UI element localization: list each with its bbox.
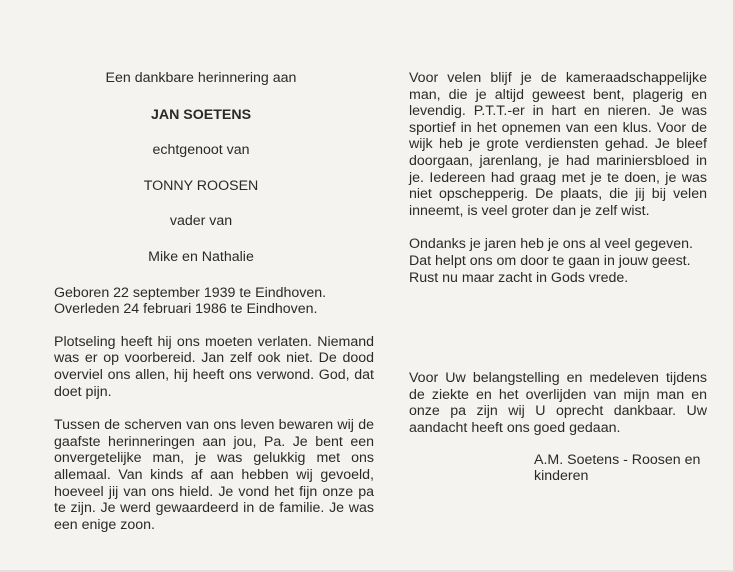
- dates-block: [54, 285, 374, 318]
- thanks-paragraph: Voor Uw belangstelling en medeleven tijdens de ziekte en het overlijden van mijn man en onze pa zijn wij U oprecht dankbaar. Uw aandacht heeft ons goed gedaan.: [409, 370, 707, 436]
- birth-line: Geboren 22 september 1939 te Eindhoven.: [54, 284, 327, 301]
- right-column: [409, 70, 707, 485]
- children-names: Mike en Nathalie: [148, 248, 254, 265]
- spouse-name: TONNY ROOSEN: [143, 177, 259, 194]
- signature: A.M. Soetens - Roosen en kinderen: [534, 451, 701, 485]
- spouse-label: echtgenoot van: [152, 142, 250, 159]
- header-block: [54, 70, 348, 266]
- left-paragraph-2: Tussen de scherven van ons leven bewaren wij de gaafste herinneringen aan jou, Pa. Je bent een onvergetelijke man, je was gelukkig met ons allemaal. Van kinds af aan hebben wij gevoeld, hoeveel jij van ons hield. Je vond het fijn onze pa te zijn. Je werd gewaardeerd in de familie. Je was een enige zoon.: [54, 417, 374, 533]
- right-paragraph-2: Ondanks je jaren heb je ons al veel gegeven. Dat helpt ons om door te gaan in jouw geest. Rust nu maar zacht in Gods vrede.: [409, 236, 693, 286]
- left-column: [54, 70, 374, 533]
- right-paragraph-1: Voor velen blijf je de kameraadschappelijke man, die je altijd geweest bent, plagerig en levendig. P.T.T.-er in hart en nieren. Je was sportief in het opnemen van een klus. Voor de wijk heb je grote verdiensten gehad. Je bleef doorgaan, jarenlang, je had mariniersbloed in je. Iedereen had graag met je te doen, je was niet opschepperig. De plaats, die jij bij velen inneemt, is veel groter dan je zelf wist.: [409, 70, 707, 219]
- deceased-name: JAN SOETENS: [150, 106, 252, 123]
- left-paragraph-1: Plotseling heeft hij ons moeten verlaten. Niemand was er op voorbereid. Jan zelf ook niet. De dood overviel ons allen, hij heeft ons verwond. God, dat doet pijn.: [54, 333, 374, 400]
- father-label: vader van: [169, 213, 233, 230]
- intro-line: Een dankbare herinnering aan: [105, 70, 297, 86]
- death-line: Overleden 24 februari 1986 te Eindhoven.: [54, 301, 318, 318]
